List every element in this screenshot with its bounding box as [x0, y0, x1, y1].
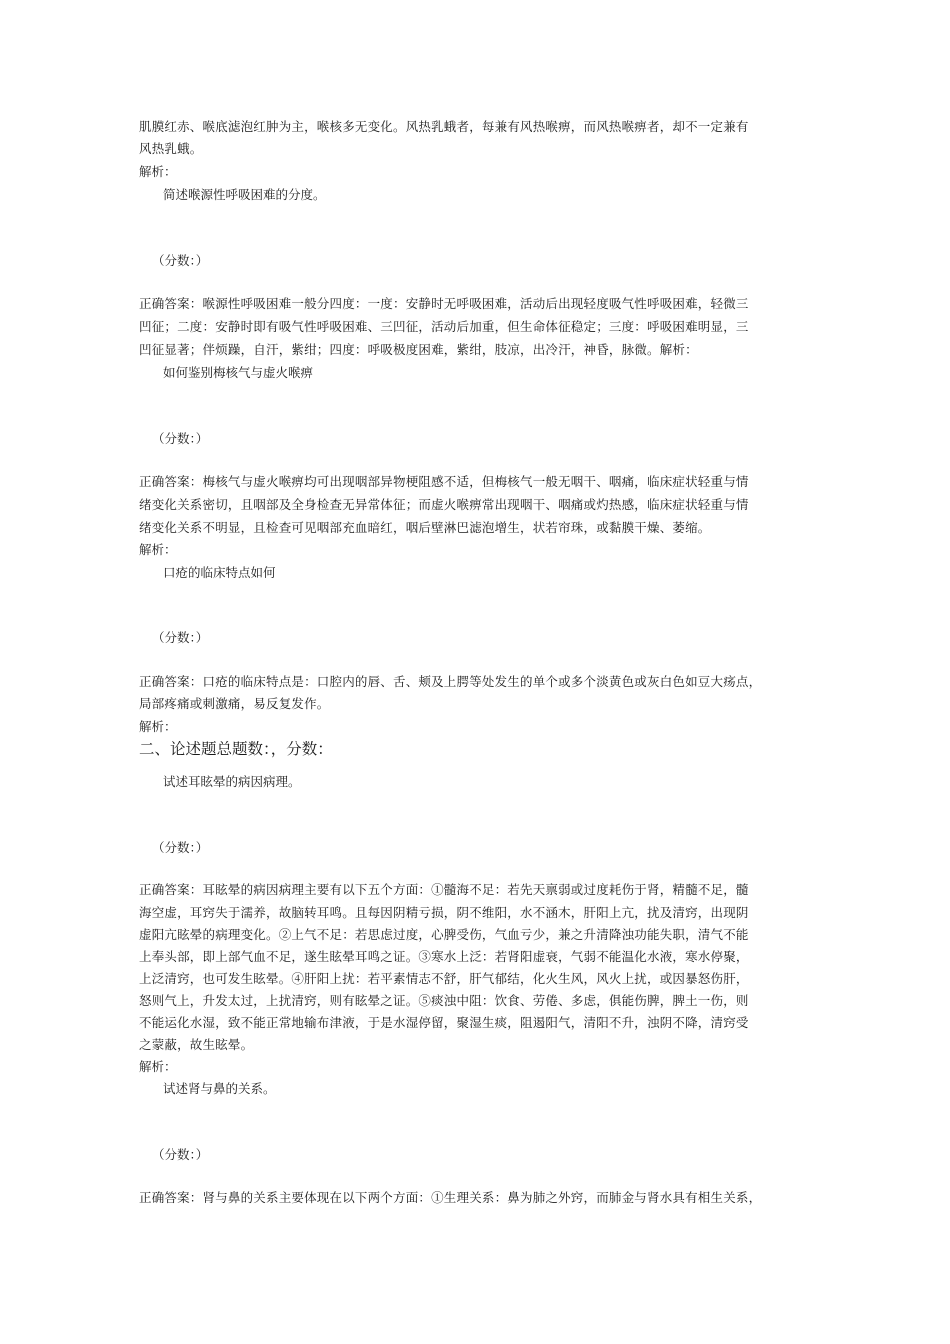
answer-line: 凹征；二度：安静时即有吸气性呼吸困难、三凹征，活动后加重，但生命体征稳定；三度：呼吸困难明显，三 — [139, 319, 749, 334]
answer-line: 正确答案：梅核气与虚火喉痹均可出现咽部异物梗阻感不适，但梅核气一般无咽干、咽痛，临床症状轻重与情 — [139, 474, 749, 489]
answer-line: 上泛清窍，也可发生眩晕。④肝阳上扰：若平素情志不舒，肝气郁结，化火生风，风火上扰，或因暴怒伤肝， — [139, 971, 749, 986]
question-text: 口疮的临床特点如何 — [163, 565, 276, 580]
question-text: 简述喉源性呼吸困难的分度。 — [163, 187, 326, 202]
intro-line-1: 肌膜红赤、喉底滤泡红肿为主，喉核多无变化。风热乳蛾者，每兼有风热喉痹，而风热喉痹者，却不一定兼有 — [139, 119, 749, 134]
answer-line: 怒则气上，升发太过，上扰清窍，则有眩晕之证。⑤痰浊中阻：饮食、劳倦、多虑，俱能伤脾，脾土一伤，则 — [139, 993, 749, 1008]
score-label: （分数：） — [152, 840, 209, 855]
analysis-label: 解析： — [139, 719, 177, 734]
answer-line: 正确答案：喉源性呼吸困难一般分四度：一度：安静时无呼吸困难，活动后出现轻度吸气性呼吸困难，轻微三 — [139, 296, 749, 311]
answer-line: 局部疼痛或刺激痛，易反复发作。 — [139, 696, 330, 711]
answer-line: 凹征显著；伴烦躁，自汗，紫绀；四度：呼吸极度困难，紫绀，肢凉，出冷汗，神昏，脉微。解析： — [139, 342, 698, 357]
answer-line: 正确答案：口疮的临床特点是：口腔内的唇、舌、颊及上腭等处发生的单个或多个淡黄色或灰白色如豆大疡点， — [139, 674, 762, 689]
answer-line: 绪变化关系密切，且咽部及全身检查无异常体征；而虚火喉痹常出现咽干、咽痛或灼热感，临床症状轻重与情 — [139, 497, 749, 512]
answer-line: 绪变化关系不明显，且检查可见咽部充血暗红，咽后壁淋巴滤泡增生，状若帘珠，或黏膜干燥、萎缩。 — [139, 520, 711, 535]
question-text: 如何鉴别梅核气与虚火喉痹 — [163, 365, 314, 380]
analysis-label: 解析： — [139, 164, 177, 179]
analysis-label: 解析： — [139, 542, 177, 557]
answer-line: 海空虚，耳窍失于濡养，故脑转耳鸣。且每因阴精亏损，阴不维阳，水不涵木，肝阳上亢，扰及清窍，出现阴 — [139, 905, 749, 920]
analysis-label: 解析： — [139, 1059, 177, 1074]
answer-line: 正确答案：耳眩晕的病因病理主要有以下五个方面：①髓海不足：若先天禀弱或过度耗伤于肾，精髓不足，髓 — [139, 882, 749, 897]
score-label: （分数：） — [152, 1147, 209, 1162]
score-label: （分数：） — [152, 630, 209, 645]
score-label: （分数：） — [152, 253, 209, 268]
answer-line: 虚阳亢眩晕的病理变化。②上气不足：若思虑过度，心脾受伤，气血亏少，兼之升清降浊功能失职，清气不能 — [139, 927, 749, 942]
question-text: 试述耳眩晕的病因病理。 — [163, 774, 301, 789]
question-text: 试述肾与鼻的关系。 — [163, 1081, 276, 1096]
answer-line: 上奉头部，即上部气血不足，遂生眩晕耳鸣之证。③寒水上泛：若肾阳虚衰，气弱不能温化水液，寒水停聚， — [139, 949, 749, 964]
answer-line: 正确答案：肾与鼻的关系主要体现在以下两个方面：①生理关系：鼻为肺之外窍，而肺金与肾水具有相生关系， — [139, 1190, 762, 1205]
answer-line: 不能运化水湿，致不能正常地输布津液，于是水湿停留，聚湿生痰，阻遏阳气，清阳不升，浊阴不降，清窍受 — [139, 1015, 749, 1030]
score-label: （分数：） — [152, 431, 209, 446]
section-heading: 二、论述题总题数：，分数： — [139, 740, 333, 758]
intro-line-2: 风热乳蛾。 — [139, 141, 203, 156]
answer-line: 之蒙蔽，故生眩晕。 — [139, 1037, 254, 1052]
